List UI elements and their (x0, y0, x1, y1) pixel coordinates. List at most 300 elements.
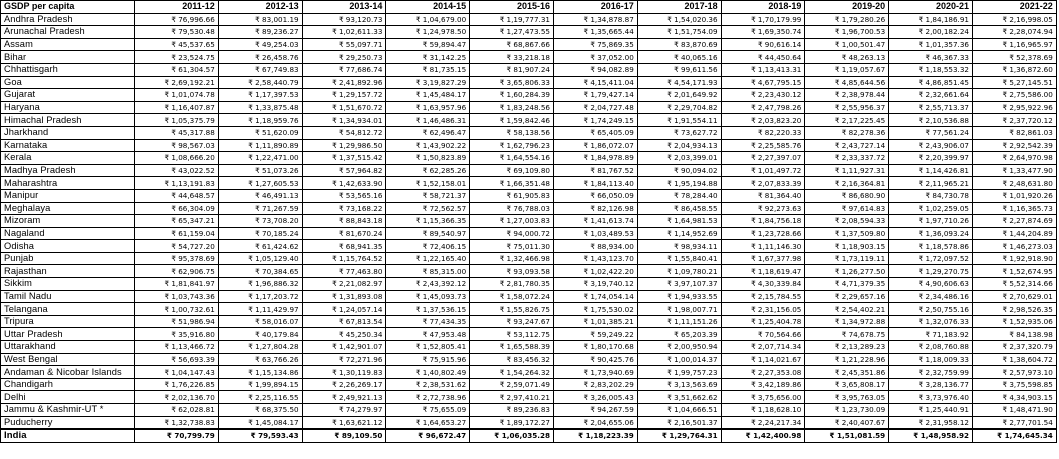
value-cell[interactable]: ₹ 76,788.03 (470, 202, 554, 215)
value-cell[interactable]: ₹ 4,30,339.84 (721, 278, 805, 291)
value-cell[interactable]: ₹ 52,378.69 (972, 51, 1056, 64)
value-cell[interactable]: ₹ 67,813.54 (302, 315, 386, 328)
value-cell[interactable]: ₹ 73,627.72 (637, 126, 721, 139)
value-cell[interactable]: ₹ 1,51,754.09 (637, 26, 721, 39)
value-cell[interactable]: ₹ 1,73,940.69 (553, 366, 637, 379)
state-name-cell[interactable]: Arunachal Pradesh (1, 26, 135, 39)
value-cell[interactable]: ₹ 99,611.56 (637, 63, 721, 76)
value-cell[interactable]: ₹ 2,37,720.12 (972, 114, 1056, 127)
value-cell[interactable]: ₹ 81,767.52 (553, 164, 637, 177)
state-name-cell[interactable]: Jammu & Kashmir-UT * (1, 404, 135, 417)
value-cell[interactable]: ₹ 68,941.35 (302, 240, 386, 253)
value-cell[interactable]: ₹ 1,17,397.53 (218, 89, 302, 102)
value-cell[interactable]: ₹ 70,564.66 (721, 328, 805, 341)
value-cell[interactable]: ₹ 1,42,901.07 (302, 341, 386, 354)
value-cell[interactable]: ₹ 2,23,430.12 (721, 89, 805, 102)
value-cell[interactable]: ₹ 73,708.20 (218, 215, 302, 228)
value-cell[interactable]: ₹ 1,46,486.31 (386, 114, 470, 127)
value-cell[interactable]: ₹ 1,55,826.75 (470, 303, 554, 316)
value-cell[interactable]: ₹ 1,43,902.22 (386, 139, 470, 152)
value-cell[interactable]: ₹ 93,120.73 (302, 13, 386, 26)
value-cell[interactable]: ₹ 1,18,619.47 (721, 265, 805, 278)
value-cell[interactable]: ₹ 1,27,804.28 (218, 341, 302, 354)
value-cell[interactable]: ₹ 1,81,841.97 (135, 278, 219, 291)
value-cell[interactable]: ₹ 1,94,933.55 (637, 290, 721, 303)
value-cell[interactable]: ₹ 1,63,621.12 (302, 416, 386, 429)
value-cell[interactable]: ₹ 2,04,727.48 (553, 101, 637, 114)
value-cell[interactable]: ₹ 75,655.09 (386, 404, 470, 417)
state-name-cell[interactable]: Telangana (1, 303, 135, 316)
state-name-cell[interactable]: Rajasthan (1, 265, 135, 278)
value-cell[interactable]: ₹ 1,13,466.72 (135, 341, 219, 354)
value-cell[interactable]: ₹ 71,267.59 (218, 202, 302, 215)
value-cell[interactable]: ₹ 1,19,057.67 (805, 63, 889, 76)
value-cell[interactable]: ₹ 49,254.03 (218, 38, 302, 51)
value-cell[interactable]: ₹ 88,843.18 (302, 215, 386, 228)
value-cell[interactable]: ₹ 45,317.88 (135, 126, 219, 139)
value-cell[interactable]: ₹ 75,869.35 (553, 38, 637, 51)
value-cell[interactable]: ₹ 1,44,204.89 (972, 227, 1056, 240)
value-cell[interactable]: ₹ 26,458.76 (218, 51, 302, 64)
state-name-cell[interactable]: Haryana (1, 101, 135, 114)
value-cell[interactable]: ₹ 2,00,182.24 (889, 26, 973, 39)
value-cell[interactable]: ₹ 98,567.03 (135, 139, 219, 152)
value-cell[interactable]: ₹ 2,47,798.26 (721, 101, 805, 114)
value-cell[interactable]: ₹ 1,63,957.96 (386, 101, 470, 114)
value-cell[interactable]: ₹ 1,50,823.89 (386, 152, 470, 165)
value-cell[interactable]: ₹ 1,31,893.08 (302, 290, 386, 303)
value-cell[interactable]: ₹ 79,593.43 (218, 429, 302, 442)
header-year-cell[interactable]: 2015-16 (470, 1, 554, 14)
value-cell[interactable]: ₹ 1,52,158.01 (386, 177, 470, 190)
value-cell[interactable]: ₹ 82,126.98 (553, 202, 637, 215)
state-name-cell[interactable]: Andaman & Nicobar Islands (1, 366, 135, 379)
value-cell[interactable]: ₹ 2,55,713.37 (889, 101, 973, 114)
value-cell[interactable]: ₹ 75,011.30 (470, 240, 554, 253)
value-cell[interactable]: ₹ 1,01,497.72 (721, 164, 805, 177)
value-cell[interactable]: ₹ 75,915.96 (386, 353, 470, 366)
value-cell[interactable]: ₹ 2,72,738.96 (386, 391, 470, 404)
value-cell[interactable]: ₹ 2,40,407.67 (805, 416, 889, 429)
value-cell[interactable]: ₹ 58,138.56 (470, 126, 554, 139)
value-cell[interactable]: ₹ 2,29,657.16 (805, 290, 889, 303)
value-cell[interactable]: ₹ 53,112.75 (470, 328, 554, 341)
value-cell[interactable]: ₹ 48,263.13 (805, 51, 889, 64)
value-cell[interactable]: ₹ 4,15,411.04 (553, 76, 637, 89)
value-cell[interactable]: ₹ 1,16,365.73 (972, 202, 1056, 215)
value-cell[interactable]: ₹ 2,50,755.16 (889, 303, 973, 316)
value-cell[interactable]: ₹ 1,11,151.26 (637, 315, 721, 328)
value-cell[interactable]: ₹ 3,65,806.33 (470, 76, 554, 89)
value-cell[interactable]: ₹ 1,06,035.28 (470, 429, 554, 442)
value-cell[interactable]: ₹ 1,99,757.23 (637, 366, 721, 379)
value-cell[interactable]: ₹ 1,01,074.78 (135, 89, 219, 102)
value-cell[interactable]: ₹ 59,249.22 (553, 328, 637, 341)
value-cell[interactable]: ₹ 1,89,172.27 (470, 416, 554, 429)
header-year-cell[interactable]: 2012-13 (218, 1, 302, 14)
value-cell[interactable]: ₹ 90,425.76 (553, 353, 637, 366)
value-cell[interactable]: ₹ 81,735.15 (386, 63, 470, 76)
value-cell[interactable]: ₹ 83,001.19 (218, 13, 302, 26)
value-cell[interactable]: ₹ 1,03,743.36 (135, 290, 219, 303)
state-name-cell[interactable]: Tripura (1, 315, 135, 328)
value-cell[interactable]: ₹ 1,59,842.46 (470, 114, 554, 127)
value-cell[interactable]: ₹ 2,43,906.07 (889, 139, 973, 152)
value-cell[interactable]: ₹ 89,109.50 (302, 429, 386, 442)
value-cell[interactable]: ₹ 1,36,872.60 (972, 63, 1056, 76)
value-cell[interactable]: ₹ 2,00,950.94 (637, 341, 721, 354)
value-cell[interactable]: ₹ 1,05,129.40 (218, 252, 302, 265)
value-cell[interactable]: ₹ 90,094.02 (637, 164, 721, 177)
value-cell[interactable]: ₹ 2,17,225.45 (805, 114, 889, 127)
value-cell[interactable]: ₹ 2,08,760.88 (889, 341, 973, 354)
value-cell[interactable]: ₹ 1,96,886.32 (218, 278, 302, 291)
value-cell[interactable]: ₹ 1,26,277.50 (805, 265, 889, 278)
state-name-cell[interactable]: Sikkim (1, 278, 135, 291)
value-cell[interactable]: ₹ 51,986.94 (135, 315, 219, 328)
value-cell[interactable]: ₹ 1,79,427.14 (553, 89, 637, 102)
value-cell[interactable]: ₹ 1,91,554.11 (637, 114, 721, 127)
value-cell[interactable]: ₹ 1,45,084.17 (218, 416, 302, 429)
value-cell[interactable]: ₹ 2,37,320.79 (972, 341, 1056, 354)
value-cell[interactable]: ₹ 1,73,119.11 (805, 252, 889, 265)
value-cell[interactable]: ₹ 82,861.03 (972, 126, 1056, 139)
value-cell[interactable]: ₹ 1,04,679.00 (386, 13, 470, 26)
value-cell[interactable]: ₹ 3,13,563.69 (637, 378, 721, 391)
value-cell[interactable]: ₹ 1,97,710.26 (889, 215, 973, 228)
value-cell[interactable]: ₹ 61,304.57 (135, 63, 219, 76)
value-cell[interactable]: ₹ 1,13,191.83 (135, 177, 219, 190)
header-year-cell[interactable]: 2020-21 (889, 1, 973, 14)
state-name-cell[interactable]: Mizoram (1, 215, 135, 228)
value-cell[interactable]: ₹ 1,18,628.10 (721, 404, 805, 417)
value-cell[interactable]: ₹ 2,27,397.07 (721, 152, 805, 165)
header-year-cell[interactable]: 2018-19 (721, 1, 805, 14)
value-cell[interactable]: ₹ 45,250.34 (302, 328, 386, 341)
value-cell[interactable]: ₹ 1,95,194.88 (637, 177, 721, 190)
value-cell[interactable]: ₹ 89,540.97 (386, 227, 470, 240)
value-cell[interactable]: ₹ 43,022.52 (135, 164, 219, 177)
value-cell[interactable]: ₹ 2,20,399.97 (889, 152, 973, 165)
value-cell[interactable]: ₹ 61,424.62 (218, 240, 302, 253)
value-cell[interactable]: ₹ 1,02,611.33 (302, 26, 386, 39)
value-cell[interactable]: ₹ 1,18,959.76 (218, 114, 302, 127)
state-name-cell[interactable]: Assam (1, 38, 135, 51)
value-cell[interactable]: ₹ 23,524.75 (135, 51, 219, 64)
value-cell[interactable]: ₹ 77,686.74 (302, 63, 386, 76)
state-name-cell[interactable]: West Bengal (1, 353, 135, 366)
value-cell[interactable]: ₹ 1,60,284.39 (470, 89, 554, 102)
value-cell[interactable]: ₹ 1,27,605.53 (218, 177, 302, 190)
value-cell[interactable]: ₹ 76,996.66 (135, 13, 219, 26)
value-cell[interactable]: ₹ 62,285.26 (386, 164, 470, 177)
value-cell[interactable]: ₹ 1,74,054.14 (553, 290, 637, 303)
value-cell[interactable]: ₹ 1,32,738.83 (135, 416, 219, 429)
value-cell[interactable]: ₹ 68,375.50 (218, 404, 302, 417)
value-cell[interactable]: ₹ 2,81,780.35 (470, 278, 554, 291)
value-cell[interactable]: ₹ 1,52,674.95 (972, 265, 1056, 278)
value-cell[interactable]: ₹ 61,159.04 (135, 227, 219, 240)
value-cell[interactable]: ₹ 31,142.25 (386, 51, 470, 64)
value-cell[interactable]: ₹ 1,01,357.36 (889, 38, 973, 51)
value-cell[interactable]: ₹ 1,46,273.03 (972, 240, 1056, 253)
value-cell[interactable]: ₹ 2,43,392.12 (386, 278, 470, 291)
value-cell[interactable]: ₹ 2,32,759.99 (889, 366, 973, 379)
value-cell[interactable]: ₹ 3,65,808.17 (805, 378, 889, 391)
value-cell[interactable]: ₹ 1,14,426.81 (889, 164, 973, 177)
value-cell[interactable]: ₹ 1,05,375.79 (135, 114, 219, 127)
value-cell[interactable]: ₹ 1,34,972.88 (805, 315, 889, 328)
value-cell[interactable]: ₹ 51,620.09 (218, 126, 302, 139)
state-name-cell[interactable]: Madhya Pradesh (1, 164, 135, 177)
value-cell[interactable]: ₹ 1,32,466.98 (470, 252, 554, 265)
value-cell[interactable]: ₹ 2,32,661.64 (889, 89, 973, 102)
state-name-cell[interactable]: Chhattisgarh (1, 63, 135, 76)
value-cell[interactable]: ₹ 1,11,927.31 (805, 164, 889, 177)
header-state-cell[interactable]: GSDP per capita (1, 1, 135, 14)
value-cell[interactable]: ₹ 1,43,123.70 (553, 252, 637, 265)
value-cell[interactable]: ₹ 2,01,649.92 (637, 89, 721, 102)
value-cell[interactable]: ₹ 2,16,501.37 (637, 416, 721, 429)
value-cell[interactable]: ₹ 2,33,337.72 (805, 152, 889, 165)
value-cell[interactable]: ₹ 2,07,833.39 (721, 177, 805, 190)
value-cell[interactable]: ₹ 1,48,471.90 (972, 404, 1056, 417)
value-cell[interactable]: ₹ 1,96,700.53 (805, 26, 889, 39)
value-cell[interactable]: ₹ 2,25,585.76 (721, 139, 805, 152)
state-name-cell[interactable]: Chandigarh (1, 378, 135, 391)
value-cell[interactable]: ₹ 1,52,935.06 (972, 315, 1056, 328)
value-cell[interactable]: ₹ 3,19,740.12 (553, 278, 637, 291)
value-cell[interactable]: ₹ 88,934.00 (553, 240, 637, 253)
value-cell[interactable]: ₹ 2,49,921.13 (302, 391, 386, 404)
value-cell[interactable]: ₹ 2,59,071.49 (470, 378, 554, 391)
state-name-cell[interactable]: Andhra Pradesh (1, 13, 135, 26)
value-cell[interactable]: ₹ 1,15,764.52 (302, 252, 386, 265)
value-cell[interactable]: ₹ 1,04,147.43 (135, 366, 219, 379)
value-cell[interactable]: ₹ 1,25,440.91 (889, 404, 973, 417)
value-cell[interactable]: ₹ 1,18,578.86 (889, 240, 973, 253)
value-cell[interactable]: ₹ 45,537.65 (135, 38, 219, 51)
value-cell[interactable]: ₹ 1,29,270.75 (889, 265, 973, 278)
state-name-cell[interactable]: India (1, 429, 135, 442)
value-cell[interactable]: ₹ 69,109.80 (470, 164, 554, 177)
value-cell[interactable]: ₹ 2,25,116.55 (218, 391, 302, 404)
value-cell[interactable]: ₹ 4,86,851.45 (889, 76, 973, 89)
value-cell[interactable]: ₹ 1,74,249.15 (553, 114, 637, 127)
value-cell[interactable]: ₹ 1,42,633.90 (302, 177, 386, 190)
value-cell[interactable]: ₹ 2,03,823.20 (721, 114, 805, 127)
value-cell[interactable]: ₹ 84,138.98 (972, 328, 1056, 341)
value-cell[interactable]: ₹ 1,51,670.72 (302, 101, 386, 114)
value-cell[interactable]: ₹ 1,55,840.41 (637, 252, 721, 265)
value-cell[interactable]: ₹ 2,13,289.23 (805, 341, 889, 354)
value-cell[interactable]: ₹ 2,27,353.08 (721, 366, 805, 379)
state-name-cell[interactable]: Himachal Pradesh (1, 114, 135, 127)
value-cell[interactable]: ₹ 5,52,314.66 (972, 278, 1056, 291)
value-cell[interactable]: ₹ 2,55,956.37 (805, 101, 889, 114)
value-cell[interactable]: ₹ 65,405.09 (553, 126, 637, 139)
value-cell[interactable]: ₹ 1,42,400.98 (721, 429, 805, 442)
value-cell[interactable]: ₹ 83,456.32 (470, 353, 554, 366)
value-cell[interactable]: ₹ 4,71,379.35 (805, 278, 889, 291)
value-cell[interactable]: ₹ 1,64,653.27 (386, 416, 470, 429)
value-cell[interactable]: ₹ 74,279.97 (302, 404, 386, 417)
value-cell[interactable]: ₹ 1,80,170.68 (553, 341, 637, 354)
value-cell[interactable]: ₹ 1,76,226.85 (135, 378, 219, 391)
value-cell[interactable]: ₹ 40,179.84 (218, 328, 302, 341)
value-cell[interactable]: ₹ 1,41,613.74 (553, 215, 637, 228)
state-name-cell[interactable]: Odisha (1, 240, 135, 253)
value-cell[interactable]: ₹ 82,278.36 (805, 126, 889, 139)
value-cell[interactable]: ₹ 1,11,146.30 (721, 240, 805, 253)
value-cell[interactable]: ₹ 1,75,530.02 (553, 303, 637, 316)
value-cell[interactable]: ₹ 51,073.26 (218, 164, 302, 177)
value-cell[interactable]: ₹ 3,73,976.40 (889, 391, 973, 404)
value-cell[interactable]: ₹ 2,38,531.62 (386, 378, 470, 391)
value-cell[interactable]: ₹ 44,648.57 (135, 189, 219, 202)
value-cell[interactable]: ₹ 90,616.14 (721, 38, 805, 51)
value-cell[interactable]: ₹ 56,693.39 (135, 353, 219, 366)
value-cell[interactable]: ₹ 86,680.90 (805, 189, 889, 202)
state-name-cell[interactable]: Puducherry (1, 416, 135, 429)
value-cell[interactable]: ₹ 1,16,965.97 (972, 38, 1056, 51)
value-cell[interactable]: ₹ 1,23,728.66 (721, 227, 805, 240)
state-name-cell[interactable]: Uttar Pradesh (1, 328, 135, 341)
value-cell[interactable]: ₹ 2,83,202.29 (553, 378, 637, 391)
value-cell[interactable]: ₹ 1,33,477.90 (972, 164, 1056, 177)
value-cell[interactable]: ₹ 1,04,666.51 (637, 404, 721, 417)
value-cell[interactable]: ₹ 3,75,598.85 (972, 378, 1056, 391)
value-cell[interactable]: ₹ 2,07,714.34 (721, 341, 805, 354)
value-cell[interactable]: ₹ 81,364.40 (721, 189, 805, 202)
value-cell[interactable]: ₹ 82,220.33 (721, 126, 805, 139)
value-cell[interactable]: ₹ 46,367.33 (889, 51, 973, 64)
value-cell[interactable]: ₹ 4,85,644.56 (805, 76, 889, 89)
value-cell[interactable]: ₹ 3,19,827.29 (386, 76, 470, 89)
value-cell[interactable]: ₹ 2,34,486.16 (889, 290, 973, 303)
value-cell[interactable]: ₹ 1,74,645.34 (972, 429, 1056, 442)
value-cell[interactable]: ₹ 73,168.22 (302, 202, 386, 215)
value-cell[interactable]: ₹ 74,678.75 (805, 328, 889, 341)
value-cell[interactable]: ₹ 1,65,588.39 (470, 341, 554, 354)
value-cell[interactable]: ₹ 1,18,903.15 (805, 240, 889, 253)
value-cell[interactable]: ₹ 1,79,280.26 (805, 13, 889, 26)
value-cell[interactable]: ₹ 1,86,072.07 (553, 139, 637, 152)
state-name-cell[interactable]: Uttarakhand (1, 341, 135, 354)
value-cell[interactable]: ₹ 1,72,097.52 (889, 252, 973, 265)
state-name-cell[interactable]: Delhi (1, 391, 135, 404)
value-cell[interactable]: ₹ 53,565.16 (302, 189, 386, 202)
value-cell[interactable]: ₹ 1,29,986.50 (302, 139, 386, 152)
value-cell[interactable]: ₹ 3,28,136.77 (889, 378, 973, 391)
value-cell[interactable]: ₹ 70,185.24 (218, 227, 302, 240)
value-cell[interactable]: ₹ 1,30,119.83 (302, 366, 386, 379)
value-cell[interactable]: ₹ 71,183.92 (889, 328, 973, 341)
state-name-cell[interactable]: Goa (1, 76, 135, 89)
value-cell[interactable]: ₹ 1,70,179.99 (721, 13, 805, 26)
value-cell[interactable]: ₹ 66,050.09 (553, 189, 637, 202)
value-cell[interactable]: ₹ 65,203.39 (637, 328, 721, 341)
value-cell[interactable]: ₹ 2,15,784.55 (721, 290, 805, 303)
value-cell[interactable]: ₹ 2,54,402.21 (805, 303, 889, 316)
value-cell[interactable]: ₹ 2,16,998.05 (972, 13, 1056, 26)
value-cell[interactable]: ₹ 2,26,269.17 (302, 378, 386, 391)
value-cell[interactable]: ₹ 72,271.96 (302, 353, 386, 366)
state-name-cell[interactable]: Meghalaya (1, 202, 135, 215)
value-cell[interactable]: ₹ 1,64,981.53 (637, 215, 721, 228)
value-cell[interactable]: ₹ 2,97,410.21 (470, 391, 554, 404)
value-cell[interactable]: ₹ 2,04,655.06 (553, 416, 637, 429)
value-cell[interactable]: ₹ 2,28,074.94 (972, 26, 1056, 39)
value-cell[interactable]: ₹ 65,347.21 (135, 215, 219, 228)
value-cell[interactable]: ₹ 1,34,878.87 (553, 13, 637, 26)
value-cell[interactable]: ₹ 33,218.18 (470, 51, 554, 64)
state-name-cell[interactable]: Punjab (1, 252, 135, 265)
value-cell[interactable]: ₹ 1,14,021.67 (721, 353, 805, 366)
value-cell[interactable]: ₹ 96,672.47 (386, 429, 470, 442)
value-cell[interactable]: ₹ 2,41,892.96 (302, 76, 386, 89)
value-cell[interactable]: ₹ 68,867.66 (470, 38, 554, 51)
value-cell[interactable]: ₹ 3,42,189.86 (721, 378, 805, 391)
value-cell[interactable]: ₹ 1,08,666.20 (135, 152, 219, 165)
value-cell[interactable]: ₹ 2,69,192.21 (135, 76, 219, 89)
value-cell[interactable]: ₹ 1,18,009.33 (889, 353, 973, 366)
value-cell[interactable]: ₹ 2,45,351.86 (805, 366, 889, 379)
state-name-cell[interactable]: Karnataka (1, 139, 135, 152)
value-cell[interactable]: ₹ 1,36,093.24 (889, 227, 973, 240)
value-cell[interactable]: ₹ 1,98,007.71 (637, 303, 721, 316)
value-cell[interactable]: ₹ 1,15,134.86 (218, 366, 302, 379)
value-cell[interactable]: ₹ 1,51,081.59 (805, 429, 889, 442)
value-cell[interactable]: ₹ 4,90,606.63 (889, 278, 973, 291)
value-cell[interactable]: ₹ 2,75,586.00 (972, 89, 1056, 102)
value-cell[interactable]: ₹ 3,51,662.62 (637, 391, 721, 404)
state-name-cell[interactable]: Manipur (1, 189, 135, 202)
value-cell[interactable]: ₹ 1,99,894.15 (218, 378, 302, 391)
header-year-cell[interactable]: 2021-22 (972, 1, 1056, 14)
value-cell[interactable]: ₹ 5,27,145.51 (972, 76, 1056, 89)
value-cell[interactable]: ₹ 35,916.80 (135, 328, 219, 341)
value-cell[interactable]: ₹ 1,00,014.37 (637, 353, 721, 366)
value-cell[interactable]: ₹ 46,491.13 (218, 189, 302, 202)
value-cell[interactable]: ₹ 1,33,875.48 (218, 101, 302, 114)
value-cell[interactable]: ₹ 3,97,107.37 (637, 278, 721, 291)
value-cell[interactable]: ₹ 1,11,429.97 (218, 303, 302, 316)
value-cell[interactable]: ₹ 1,54,020.36 (637, 13, 721, 26)
value-cell[interactable]: ₹ 86,458.55 (637, 202, 721, 215)
value-cell[interactable]: ₹ 59,894.47 (386, 38, 470, 51)
value-cell[interactable]: ₹ 1,37,509.80 (805, 227, 889, 240)
value-cell[interactable]: ₹ 1,69,350.74 (721, 26, 805, 39)
value-cell[interactable]: ₹ 1,35,665.44 (553, 26, 637, 39)
value-cell[interactable]: ₹ 58,016.07 (218, 315, 302, 328)
value-cell[interactable]: ₹ 1,37,515.42 (302, 152, 386, 165)
value-cell[interactable]: ₹ 63,766.26 (218, 353, 302, 366)
value-cell[interactable]: ₹ 2,58,440.79 (218, 76, 302, 89)
value-cell[interactable]: ₹ 57,964.82 (302, 164, 386, 177)
header-year-cell[interactable]: 2011-12 (135, 1, 219, 14)
value-cell[interactable]: ₹ 1,45,484.17 (386, 89, 470, 102)
value-cell[interactable]: ₹ 2,21,082.97 (302, 278, 386, 291)
value-cell[interactable]: ₹ 40,065.16 (637, 51, 721, 64)
value-cell[interactable]: ₹ 78,284.40 (637, 189, 721, 202)
value-cell[interactable]: ₹ 97,614.83 (805, 202, 889, 215)
value-cell[interactable]: ₹ 1,29,764.31 (637, 429, 721, 442)
state-name-cell[interactable]: Bihar (1, 51, 135, 64)
value-cell[interactable]: ₹ 62,906.75 (135, 265, 219, 278)
value-cell[interactable]: ₹ 1,11,890.89 (218, 139, 302, 152)
value-cell[interactable]: ₹ 1,52,805.41 (386, 341, 470, 354)
